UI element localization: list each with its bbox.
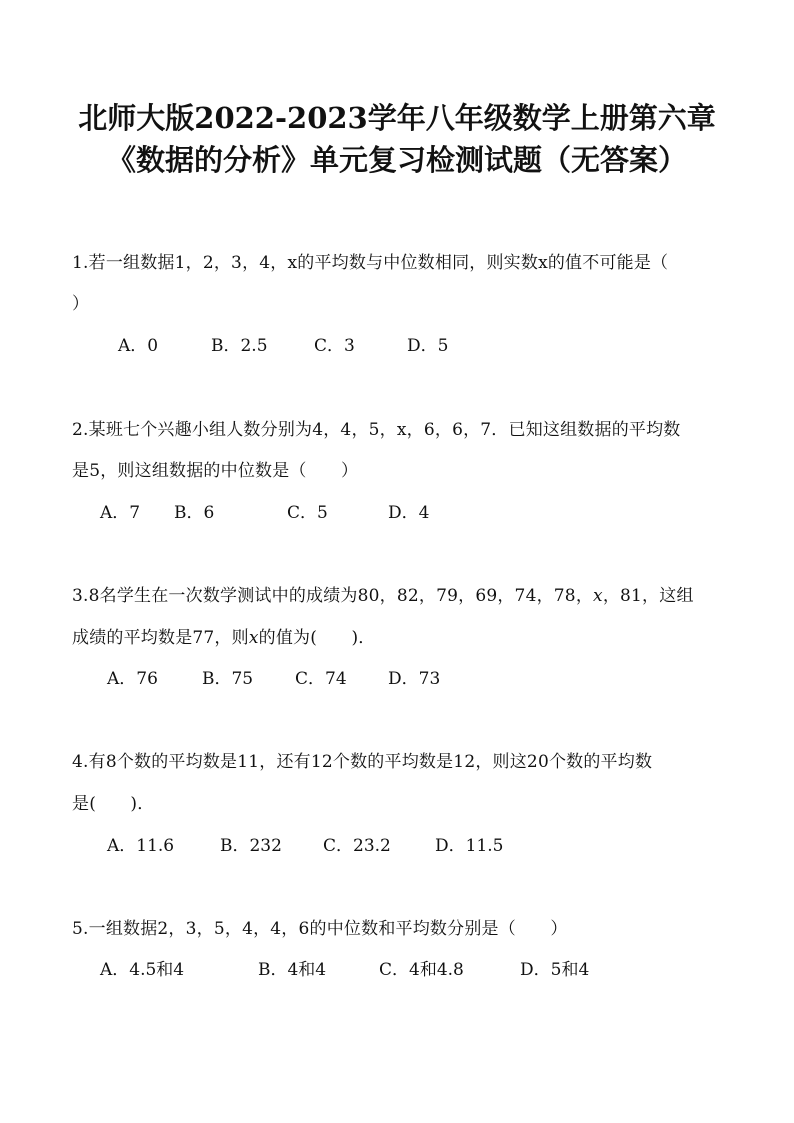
question-5-option-b: B．4和4 xyxy=(258,960,327,980)
question-3-stem-line-1-part-a: 3.8名学生在一次数学测试中的成绩为80，82，79，69，74，78， xyxy=(72,586,594,606)
question-3-option-d: D．73 xyxy=(388,669,441,689)
question-3-variable-x: x xyxy=(593,586,603,606)
question-4-stem-line-1: 4.有8个数的平均数是11，还有12个数的平均数是12，则这20个数的平均数 xyxy=(72,752,653,772)
question-2-stem-line-2: 是5，则这组数据的中位数是（ ） xyxy=(72,461,359,481)
question-5-option-a: A．4.5和4 xyxy=(100,960,185,980)
question-4-option-d: D．11.5 xyxy=(435,836,504,856)
question-3-stem-line-2-part-b: 的值为( )． xyxy=(258,628,376,648)
question-2-option-c: C．5 xyxy=(287,503,328,523)
document-title-line-1: 北师大版2022-2023学年八年级数学上册第六章 xyxy=(78,101,716,135)
question-4-stem-line-2: 是( )． xyxy=(72,794,155,814)
question-5-stem-line-1: 5.一组数据2，3，5，4，4，6的中位数和平均数分别是（ ） xyxy=(72,919,568,939)
question-1-stem-line-1: 1.若一组数据1，2，3，4，x的平均数与中位数相同，则实数x的值不可能是（ xyxy=(72,253,669,273)
question-4-option-c: C．23.2 xyxy=(323,836,391,856)
question-3-variable-x-2: x xyxy=(248,628,259,648)
question-5-option-d: D．5和4 xyxy=(520,960,590,980)
question-1-option-c: C．3 xyxy=(314,336,355,356)
question-3-stem-line-1 xyxy=(72,588,694,605)
question-1-option-a: A．0 xyxy=(118,336,159,356)
question-1-option-d: D．5 xyxy=(407,336,449,356)
question-1-stem-line-2: ） xyxy=(72,294,90,314)
question-3-stem-line-2-part-a: 成绩的平均数是77，则 xyxy=(72,628,249,648)
document-title-line-2: 《数据的分析》单元复习检测试题（无答案） xyxy=(106,143,687,177)
question-5-option-c: C．4和4.8 xyxy=(379,960,464,980)
question-3-stem-line-2 xyxy=(72,630,376,647)
question-2-stem-line-1: 2.某班七个兴趣小组人数分别为4，4，5，x，6，6，7．已知这组数据的平均数 xyxy=(72,420,681,440)
question-3-stem-line-1-part-b: ，81，这组 xyxy=(602,586,694,606)
question-3-option-a: A．76 xyxy=(107,669,158,689)
question-2-option-b: B．6 xyxy=(174,503,215,523)
question-2-option-a: A．7 xyxy=(100,503,141,523)
question-3-option-b: B．75 xyxy=(202,669,254,689)
question-4-option-a: A．11.6 xyxy=(107,836,175,856)
question-2-option-d: D．4 xyxy=(388,503,430,523)
question-3-option-c: C．74 xyxy=(295,669,347,689)
question-1-option-b: B．2.5 xyxy=(211,336,268,356)
question-4-option-b: B．232 xyxy=(220,836,282,856)
